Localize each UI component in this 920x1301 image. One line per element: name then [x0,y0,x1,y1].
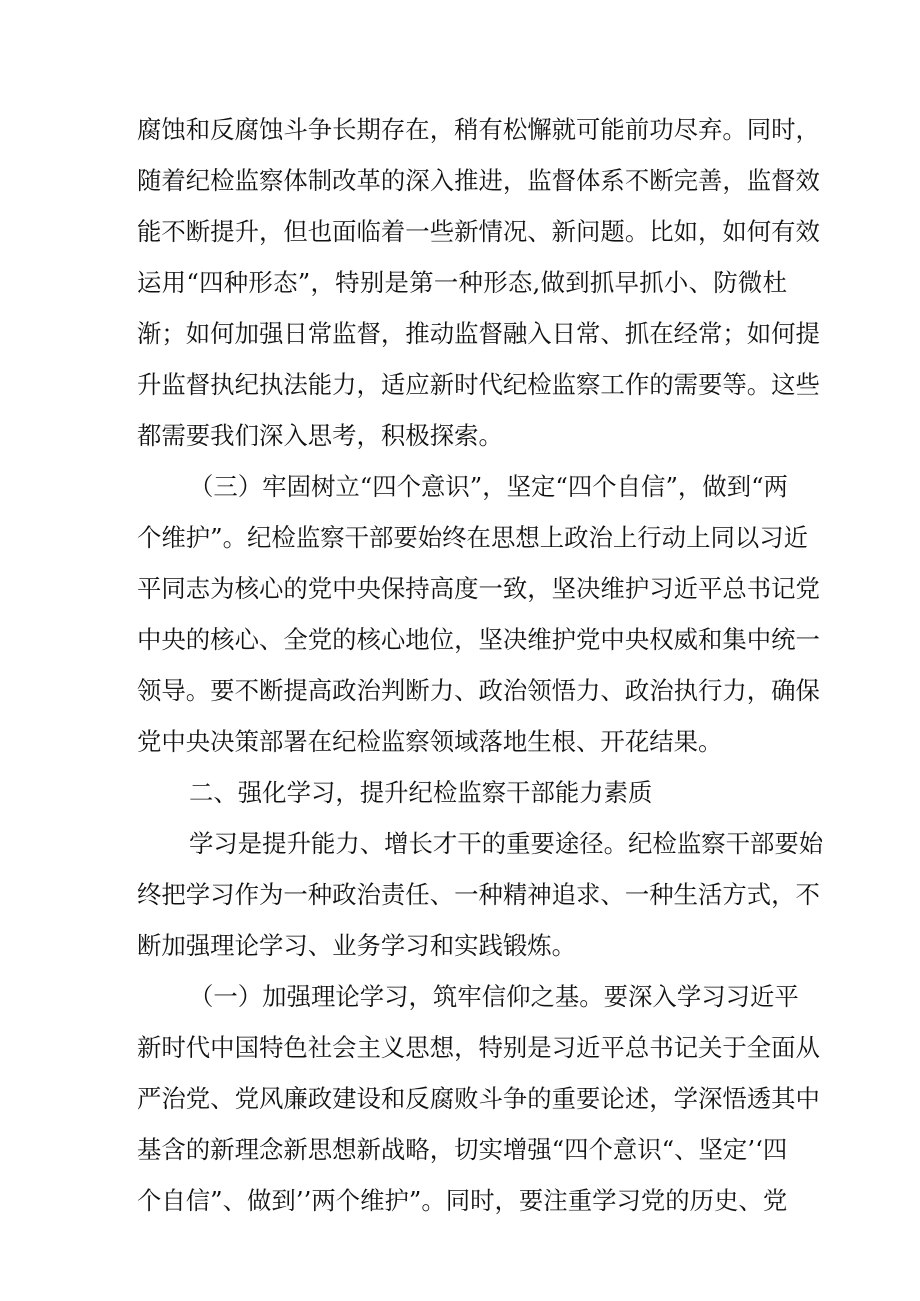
document-body [137,104,824,1226]
text-line: 学习是提升能力、增长才干的重要途径。纪检监察干部要始 [189,829,824,858]
text-line: 平同志为核心的党中央保持高度一致，坚决维护习近平总书记党 [137,574,820,603]
text-line: 升监督执纪执法能力，适应新时代纪检监察工作的需要等。这些 [137,370,820,399]
paragraph-2 [137,461,820,767]
text-line: 新时代中国特色社会主义思想，特别是习近平总书记关于全面从 [137,1033,820,1062]
text-line: 党中央决策部署在纪检监察领域落地生根、开花结果。 [137,727,723,756]
text-line: 严治党、党风廉政建设和反腐败斗争的重要论述，学深悟透其中 [137,1084,820,1113]
text-line: 都需要我们深入思考，积极探索。 [137,421,503,450]
section-heading [137,767,787,818]
text-line: 中央的核心、全党的核心地位，坚决维护党中央权威和集中统一 [137,625,820,654]
text-line: 腐蚀和反腐蚀斗争长期存在，稍有松懈就可能前功尽弃。同时， [137,115,820,144]
paragraph-3 [137,818,824,971]
paragraph-1 [137,104,820,461]
text-line: 个维护”。纪检监察干部要始终在思想上政治上行动上同以习近 [137,523,809,552]
text-line: （一）加强理论学习，筑牢信仰之基。要深入学习习近平 [189,982,799,1011]
text-line: 领导。要不断提高政治判断力、政治领悟力、政治执行力，确保 [137,676,820,705]
text-line: 能不断提升，但也面临着一些新情况、新问题。比如，如何有效 [137,217,820,246]
text-line: 基含的新理念新思想新战略，切实增强“四个意识“、坚定’‘四 [137,1135,788,1164]
text-line: 个自信”、做到’’两个维护”。同时，要注重学习党的历史、党 [137,1186,788,1215]
text-line: 随着纪检监察体制改革的深入推进，监督体系不断完善，监督效 [137,166,820,195]
text-line: 渐；如何加强日常监督，推动监督融入日常、抓在经常；如何提 [137,319,820,348]
text-line: （三）牢固树立“四个意识”，坚定“四个自信”，做到“两 [189,472,788,501]
section-heading-text: 二、强化学习，提升纪检监察干部能力素质 [189,778,653,807]
text-line: 断加强理论学习、业务学习和实践锻炼。 [137,931,577,960]
text-line: 运用“四种形态”，特别是第一种形态,做到抓早抓小、防微杜 [137,268,787,297]
text-line: 终把学习作为一种政治责任、一种精神追求、一种生活方式，不 [137,880,820,909]
paragraph-4 [137,971,820,1226]
